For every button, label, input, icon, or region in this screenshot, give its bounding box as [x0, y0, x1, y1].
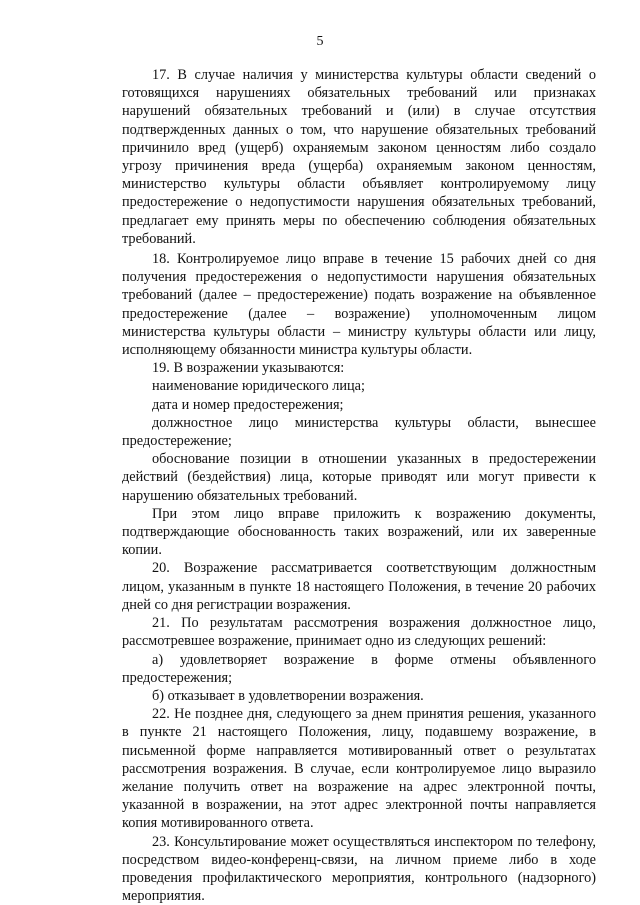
paragraph-20: 20. Возражение рассматривается соответствующим должностным лицом, указанным в пункте 18 настоящего Положения, в течение 20 рабочих дней со дня регистрации возражения.: [122, 560, 596, 613]
page-number: 5: [316, 34, 324, 49]
decision-option-b: б) отказывает в удовлетворении возражения.: [152, 687, 424, 704]
paragraph-22: 22. Не позднее дня, следующего за днем принятия решения, указанного в пункте 21 настоящего Положения, лицу, подавшему возражение, в письменной форме направляется мотивированный ответ о результатах рассмотрения возражения. В случае, если контролируемое лицо выразило желание получить ответ на возражение на адрес электронной почты, указанной в возражении, на этот адрес электронной почты направляется копия мотивированного ответа.: [122, 706, 596, 832]
list-item-legal-entity: наименование юридического лица;: [152, 378, 365, 395]
paragraph-attachments: При этом лицо вправе приложить к возражению документы, подтверждающие обоснованность таких возражений, или их заверенные копии.: [122, 505, 596, 559]
list-item-official: должностное лицо министерства культуры области, вынесшее предостережение;: [122, 414, 596, 450]
decision-option-a: а) удовлетворяет возражение в форме отмены объявленного предостережения;: [122, 651, 596, 686]
list-item-justification: обоснование позиции в отношении указанных в предостережении действий (бездействия) лица, которые приводят или могут привести к нарушению обязательных требований.: [122, 451, 596, 504]
document-body: [122, 66, 596, 905]
paragraph-17: 17. В случае наличия у министерства культуры области сведений о готовящихся нарушениях обязательных требований или признаках нарушений обязательных требований и (или) в случае отсутствия подтвержденных данных о том, что нарушение обязательных требований причинило вред (ущерб) охраняемым законом ценностям либо создало угрозу причинения вреда (ущерба) охраняемым законом ценностям, министерство культуры области объявляет контролируемому лицу предостережение о недопустимости нарушения обязательных требований, предлагает ему принять меры по обеспечению соблюдения обязательных требований.: [122, 67, 596, 247]
paragraph-21: 21. По результатам рассмотрения возражения должностное лицо, рассмотревшее возражение, принимает одно из следующих решений:: [122, 615, 596, 650]
paragraph-23: 23. Консультирование может осуществляться инспектором по телефону, посредством видео-конференц-связи, на личном приеме либо в ходе проведения профилактического мероприятия, контрольного (надзорного) мероприятия.: [122, 833, 596, 905]
paragraph-19: 19. В возражении указываются:: [152, 360, 345, 377]
paragraph-18: 18. Контролируемое лицо вправе в течение 15 рабочих дней со дня получения предостережения о недопустимости нарушения обязательных требований (далее – предостережение) подать возражение на объявленное предостережение (далее – возражение) уполномоченным лицом министерства культуры области – министру культуры области или лицу, исполняющему обязанности министра культуры области.: [122, 251, 596, 359]
list-item-date-number: дата и номер предостережения;: [152, 396, 344, 413]
